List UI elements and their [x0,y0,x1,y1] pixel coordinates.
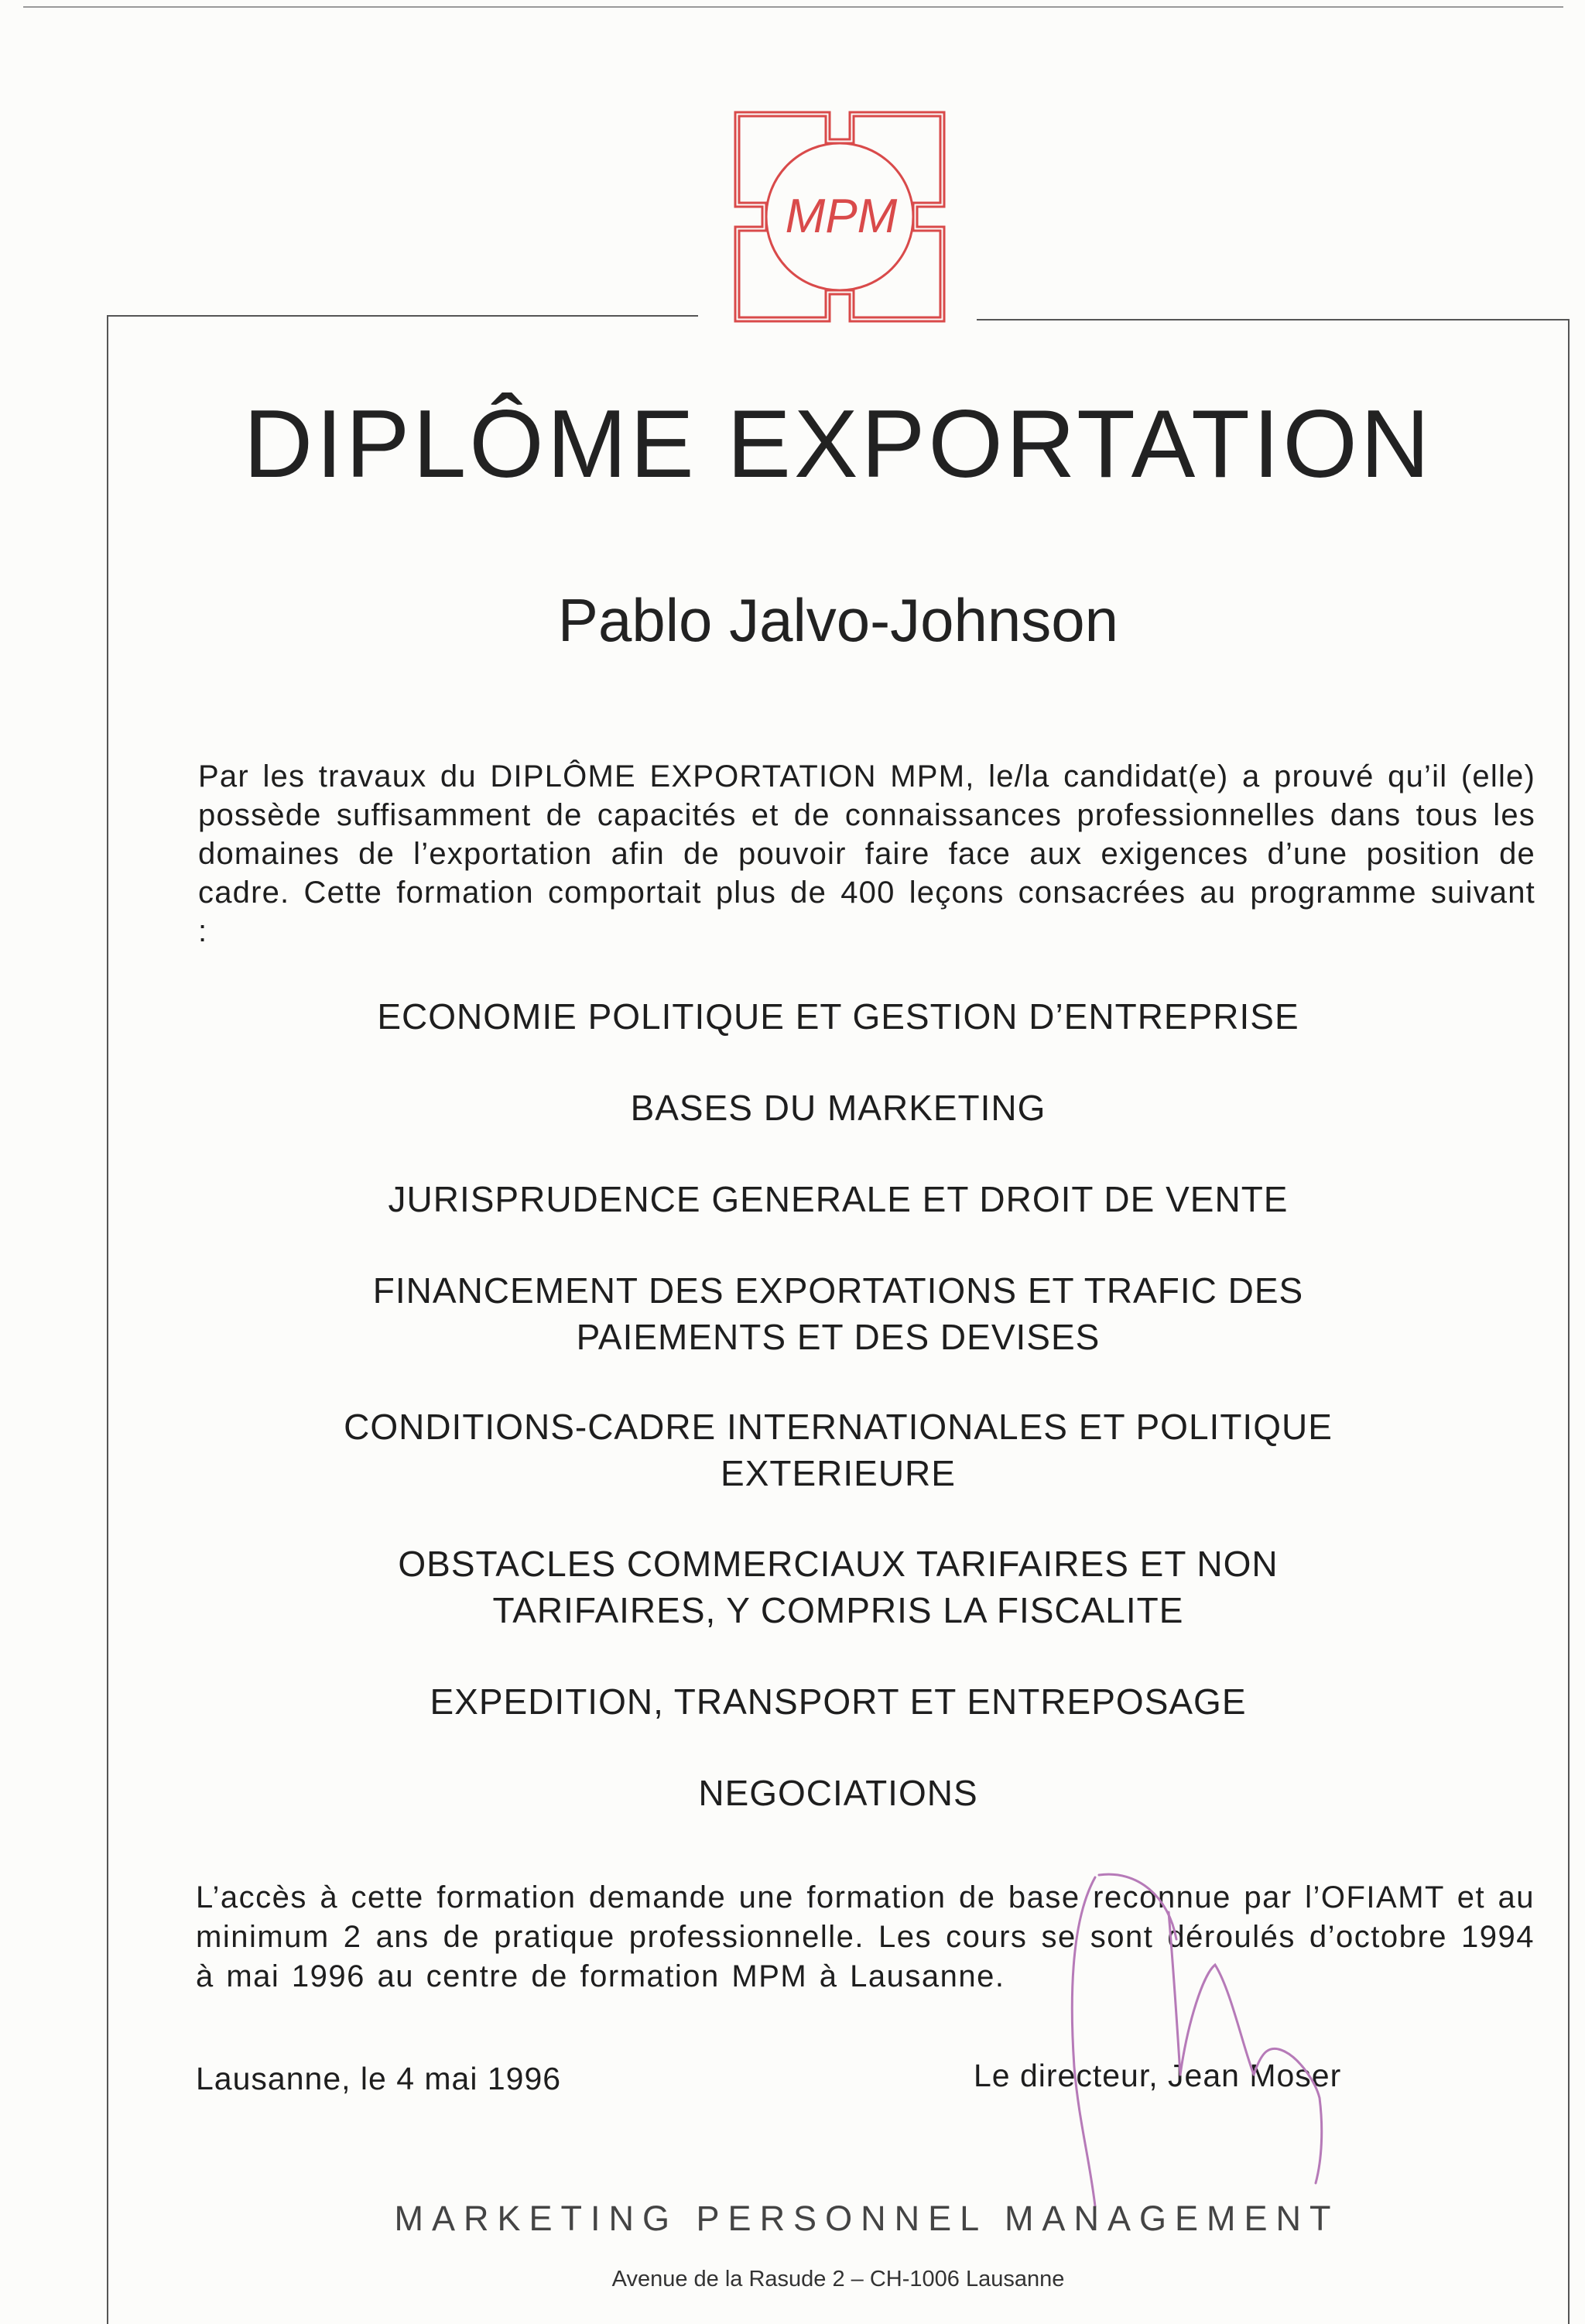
subject-item [108,1678,1568,1725]
intro-paragraph: Par les travaux du DIPLÔME EXPORTATION MPM, le/la candidat(e) a prouvé qu’il (elle) possède suffisamment de capacités et de connaissances professionnelles dans tous les domaines de l’exportation afin de pouvoir faire face aux exigences d’une position de cadre. Cette formation comportait plus de 400 leçons consacrées au programme suivant : [198,759,1535,948]
frame-top-right-line [977,319,1570,320]
recipient-name: Pablo Jalvo-Johnson [557,586,1119,654]
organization-name: MARKETING PERSONNEL MANAGEMENT [394,2199,1340,2238]
subject-line: JURISPRUDENCE GENERALE ET DROIT DE VENTE [388,1179,1289,1219]
logo-text: MPM [785,190,898,243]
subject-item [108,1541,1568,1633]
subject-line: NEGOCIATIONS [698,1773,978,1813]
frame-right-line [1568,319,1570,2324]
subject-line: OBSTACLES COMMERCIAUX TARIFAIRES ET NON [398,1544,1279,1584]
subject-line: PAIEMENTS ET DES DEVISES [576,1317,1101,1357]
subject-item [108,993,1568,1040]
subject-line: CONDITIONS-CADRE INTERNATIONALES ET POLITIQUE [344,1407,1333,1447]
subject-item [108,1176,1568,1222]
subject-item [108,1085,1568,1131]
subject-line: FINANCEMENT DES EXPORTATIONS ET TRAFIC DES [372,1270,1304,1311]
subject-line: EXTERIEURE [721,1453,956,1493]
subject-line: BASES DU MARKETING [630,1088,1046,1128]
place-date: Lausanne, le 4 mai 1996 [196,2061,562,2096]
signature-icon [1022,1866,1424,2230]
mpm-logo-icon [731,108,948,325]
top-rule [23,6,1563,8]
organization-address: Avenue de la Rasude 2 – CH-1006 Lausanne [611,2267,1065,2291]
director-line: Le directeur, Jean Moser [974,2058,1342,2093]
subject-line: ECONOMIE POLITIQUE ET GESTION D’ENTREPRISE [377,996,1299,1037]
diploma-title: DIPLÔME EXPORTATION [243,391,1433,498]
subject-line: TARIFAIRES, Y COMPRIS LA FISCALITE [492,1590,1184,1630]
frame-top-left-line [107,315,698,317]
subject-item [108,1770,1568,1816]
access-paragraph: L’accès à cette formation demande une formation de base reconnue par l’OFIAMT et au minimum 2 ans de pratique professionnelle. Les cours se sont déroulés d’octobre 1994 à mai 1996 au centre de formation MPM à Lausanne. [196,1880,1535,1993]
subject-line: EXPEDITION, TRANSPORT ET ENTREPOSAGE [430,1681,1247,1722]
subject-item [108,1267,1568,1360]
subject-item [108,1404,1568,1496]
